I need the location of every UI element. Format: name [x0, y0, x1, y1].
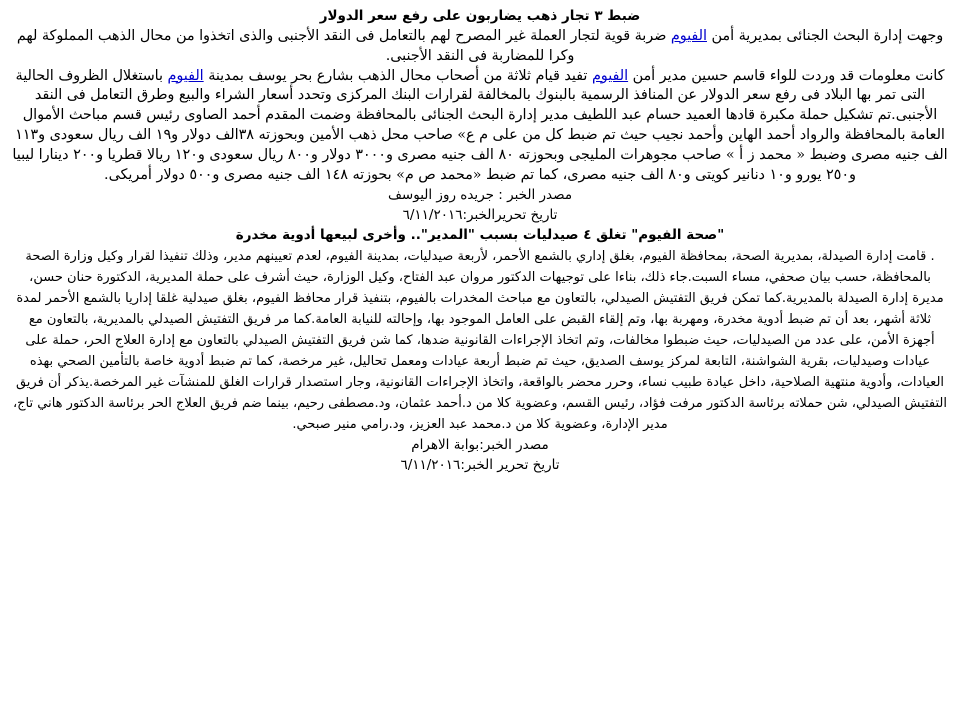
paragraph-text-run: ضربة قوية لتجار العملة غير المصرح لهم بالتعامل فى النقد الأجنبى والذى اتخذوا من محال الذهب المملوكة لهم وكرا للمضاربة فى النقد الأجنبى.: [16, 28, 671, 64]
fayoum-link[interactable]: الفيوم: [670, 28, 707, 44]
article-2-paragraph-1: [12, 246, 948, 435]
paragraph-text-run: كانت معلومات قد وردت للواء قاسم حسين مدير أمن: [628, 67, 945, 84]
article-1-edit-date: تاريخ تحريرالخبر:٦/١١/٢٠١٦: [402, 207, 558, 224]
document-page: [12, 6, 948, 475]
article-1-paragraph-1: [12, 27, 948, 67]
article-1-source: مصدر الخبر : جريده روز اليوسف: [387, 187, 573, 204]
article-1-paragraph-2: [12, 67, 948, 186]
paragraph-text-run: . قامت إدارة الصيدلة، بمديرية الصحة، بمحافظة الفيوم، بغلق إداري بالشمع الأحمر، لأربعة صيدليات، بمدينة الفيوم، لعدم تعيينهم مدير، وذلك تنفيذا لقرار وكيل وزارة الصحة بالمحافظة، حسب بيان صحفي، مساء السبت.جاء ذلك، بناءا على توجيهات الدكتور مروان عبد الفتاح، وكيل الوزارة، حيث أشرف على حملة المديرية، الدكتورة حنان حسن، مديرة إدارة الصيدلة بالمديرية.كما تمكن فريق التفتيش الصيدلي، بالتعاون مع مباحث المخدرات بالفيوم، بتنفيذ قرار محافظ الفيوم، بغلق صيدلية غلقا إداريا بالشمع الأحمر لمدة ثلاثة أشهر، بعد أن تم ضبط أدوية مخدرة، ومهربة بها، وتم إلقاء القبض على العامل الموجود بها، وإحالته للنيابة العامة.كما مر فريق التفتيش الصيدلي بالمديرية، بالتعاون مع أجهزة الأمن، على عدد من الصيدليات، حيث ضبطوا مخالفات، وتم اتخاذ الإجراءات القانونية ضدها، كما شن فريق التفتيش الصيدلي بالتعاون مع إدارة العلاج الحر، حملة على عيادات وصيدليات، بقرية الشواشنة، التابعة لمركز يوسف الصديق، حيث تم ضبط أربعة عيادات ومعمل تحاليل، غير مرخصة، كما تم ضبط أدوية خاصة بالتأمين الصحي بهذه العيادات، وأدوية منتهية الصلاحية، داخل عيادة طبيب نساء، وحرر محضر بالواقعة، واتخاذ الإجراءات القانونية، وجار استصدار قرارات الغلق للمنشآت غير المرخصة.يذكر أن فريق التفتيش الصيدلي، شن حملاته برئاسة الدكتور مرفت فؤاد، رئيس القسم، وعضوية كلا من د.أحمد عثمان، ود.مصطفى رحيم، بينما ضم فريق العلاج الحر برئاسة الدكتور هاني تاج، مدير الإدارة، وعضوية كلا من د.محمد عبد العزيز، ود.رامي منير صبحي.: [12, 249, 948, 433]
article-2: [12, 225, 948, 475]
paragraph-text-run: تفيد قيام ثلاثة من أصحاب محال الذهب بشارع بحر يوسف بمدينة: [203, 67, 592, 84]
paragraph-text-run: وجهت إدارة البحث الجنائى بمديرية أمن: [706, 28, 944, 44]
paragraph-text-run: باستغلال الظروف الحالية التى تمر بها البلاد فى رفع سعر الدولار عن المنافذ الرسمية بالبنوك بالمخالفة لقرارات البنك المركزى وتحدد أسعار الشراء والبيع وطرق التعامل فى النقد الأجنبى.تم تشكيل حملة مكبرة قادها العميد حسام عبد اللطيف مدير إدارة البحث الجنائى بالمحافظة وضمت المقدم أحمد الصاوى رئيس قسم مباحث الأموال العامة بالمحافظة والرواد أحمد الهاين وأحمد نجيب حيث تم ضبط كل من على م ع» صاحب محل ذهب الأمين وبحوزته ٣٨الف دولار و١٩ الف ريال سعودى و١١٣ الف جنيه مصرى وضبط « محمد ز أ » صاحب مجوهرات المليجى وبحوزته ٨٠ الف جنيه مصرى و٣٠٠٠ دولار و٨٠٠ ريال سعودى و١٢٠ ريالا قطريا و٢٠٠ دينارا ليبيا و٢٥٠ يورو و١٠ دنانير كويتى و٨٠ الف جنيه مصرى، كما تم ضبط «محمد ص م» بحوزته ١٤٨ الف جنيه مصرى و٥٠٠ دولار أمريكى.: [12, 67, 948, 183]
article-2-edit-date: تاريخ تحرير الخبر:٦/١١/٢٠١٦: [400, 457, 560, 474]
fayoum-link[interactable]: الفيوم: [167, 67, 204, 84]
fayoum-link[interactable]: الفيوم: [591, 67, 629, 84]
article-2-headline: "صحة الفيوم" تغلق ٤ صيدليات بسبب "المدير".. وأخرى لبيعها أدوية مخدرة: [235, 227, 725, 244]
article-1-headline: ضبط ٣ تجار ذهب يضاربون على رفع سعر الدولار: [319, 8, 641, 24]
article-2-source: مصدر الخبر:بوابة الاهرام: [411, 437, 549, 454]
article-1: [12, 6, 948, 225]
